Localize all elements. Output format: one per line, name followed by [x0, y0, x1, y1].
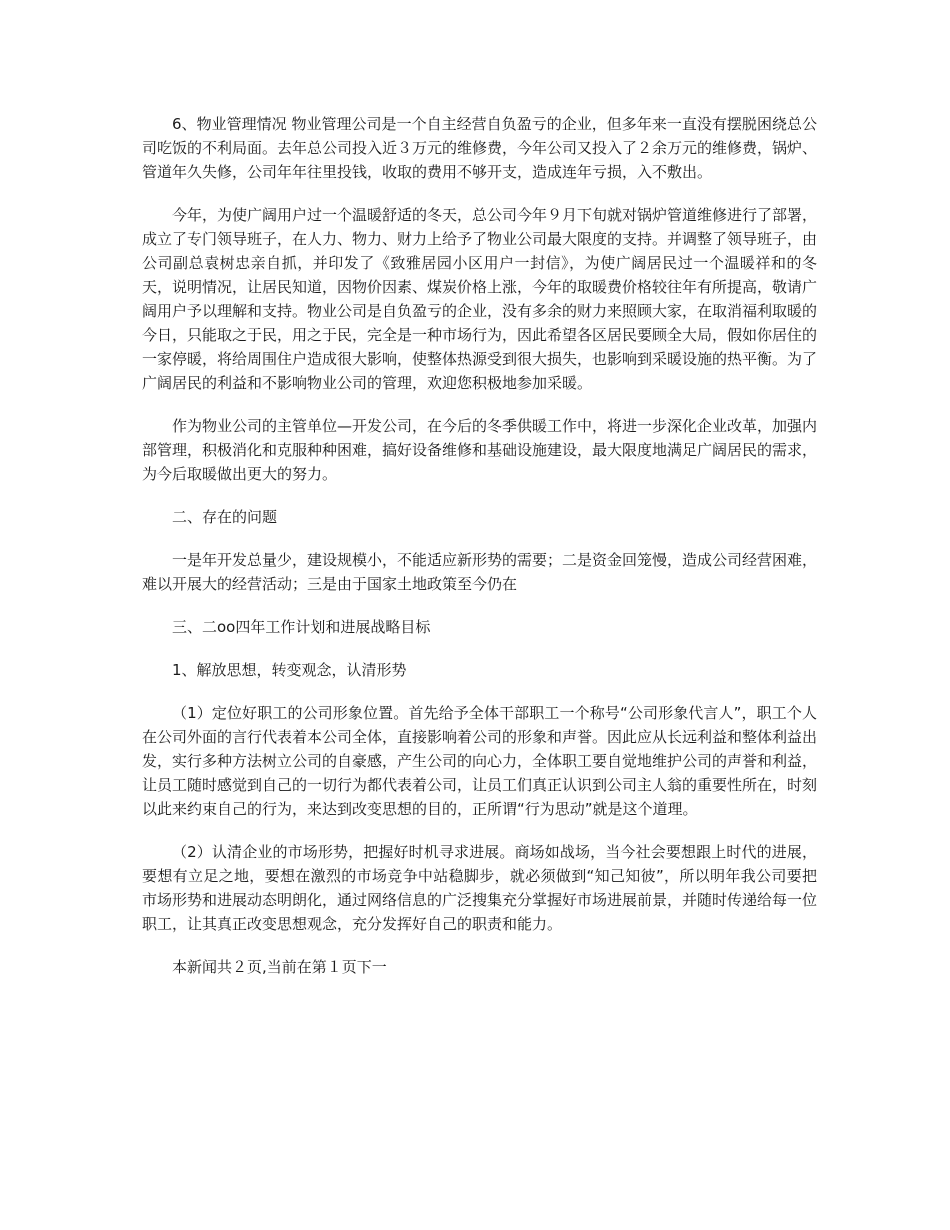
- paragraph-market-situation: （2）认清企业的市场形势，把握好时机寻求进展。商场如战场，当今社会要想跟上时代的进展，要想有立足之地，要想在激烈的市场竞争中站稳脚步，就必须做到“知己知彼”，所以明年我公司要把市场形势和进展动态明朗化，通过网络信息的广泛搜集充分掌握好市场进展前景，并随时传递给每一位职工，让其真正改变思想观念，充分发挥好自己的职责和能力。: [142, 843, 818, 933]
- paragraph-company-image: （1）定位好职工的公司形象位置。首先给予全体干部职工一个称号“公司形象代言人”，职工个人在公司外面的言行代表着本公司全体，直接影响着公司的形象和声誉。因此应从长远利益和整体利益出发，实行多种方法树立公司的自豪感，产生公司的向心力，全体职工要自觉地维护公司的声誉和利益，让员工随时感觉到自己的一切行为都代表着公司，让员工们真正认识到公司主人翁的重要性所在，时刻以此来约束自己的行为，来达到改变思想的目的，正所谓“行为思动”就是这个道理。: [142, 704, 818, 818]
- paragraph-problems: 一是年开发总量少，建设规模小，不能适应新形势的需要；二是资金回笼慢，造成公司经营困难，难以开展大的经营活动；三是由于国家土地政策至今仍在: [142, 551, 818, 593]
- section-heading-problems: 二、存在的问题: [172, 508, 278, 526]
- section-heading-work-plan: 三、二oo四年工作计划和进展战略目标: [172, 618, 431, 636]
- paragraph-property-management: 6、物业管理情况 物业管理公司是一个自主经营自负盈亏的企业，但多年来一直没有摆脱困绕总公司吃饭的不利局面。去年总公司投入近３万元的维修费，今年公司又投入了２余万元的维修费，锅炉、管道年久失修，公司年年往里投钱，收取的费用不够开支，造成连年亏损，入不敷出。: [142, 115, 818, 181]
- document-page: [142, 112, 817, 998]
- subsection-heading-mindset: 1、解放思想，转变观念，认清形势: [172, 661, 407, 679]
- pagination-text: 本新闻共２页,当前在第１页下一: [172, 958, 387, 976]
- paragraph-development-company: 作为物业公司的主管单位—开发公司，在今后的冬季供暖工作中，将进一步深化企业改革，加强内部管理，积极消化和克服种种困难，搞好设备维修和基础设施建设，最大限度地满足广阔居民的需求，为今后取暖做出更大的努力。: [142, 417, 818, 483]
- paragraph-heating-plan: 今年，为使广阔用户过一个温暖舒适的冬天，总公司今年９月下旬就对锅炉管道维修进行了部署，成立了专门领导班子，在人力、物力、财力上给予了物业公司最大限度的支持。并调整了领导班子，由公司副总袁树忠亲自抓，并印发了《致雅居园小区用户一封信》，为使广阔居民过一个温暖祥和的冬天，说明情况，让居民知道，因物价因素、煤炭价格上涨，今年的取暖费价格较往年有所提高，敬请广阔用户予以理解和支持。物业公司是自负盈亏的企业，没有多余的财力来照顾大家，在取消福利取暖的今日，只能取之于民，用之于民，完全是一种市场行为，因此希望各区居民要顾全大局，假如你居住的一家停暖，将给周围住户造成很大影响，使整体热源受到很大损失，也影响到采暖设施的热平衡。为了广阔居民的利益和不影响物业公司的管理，欢迎您积极地参加采暖。: [142, 206, 818, 392]
